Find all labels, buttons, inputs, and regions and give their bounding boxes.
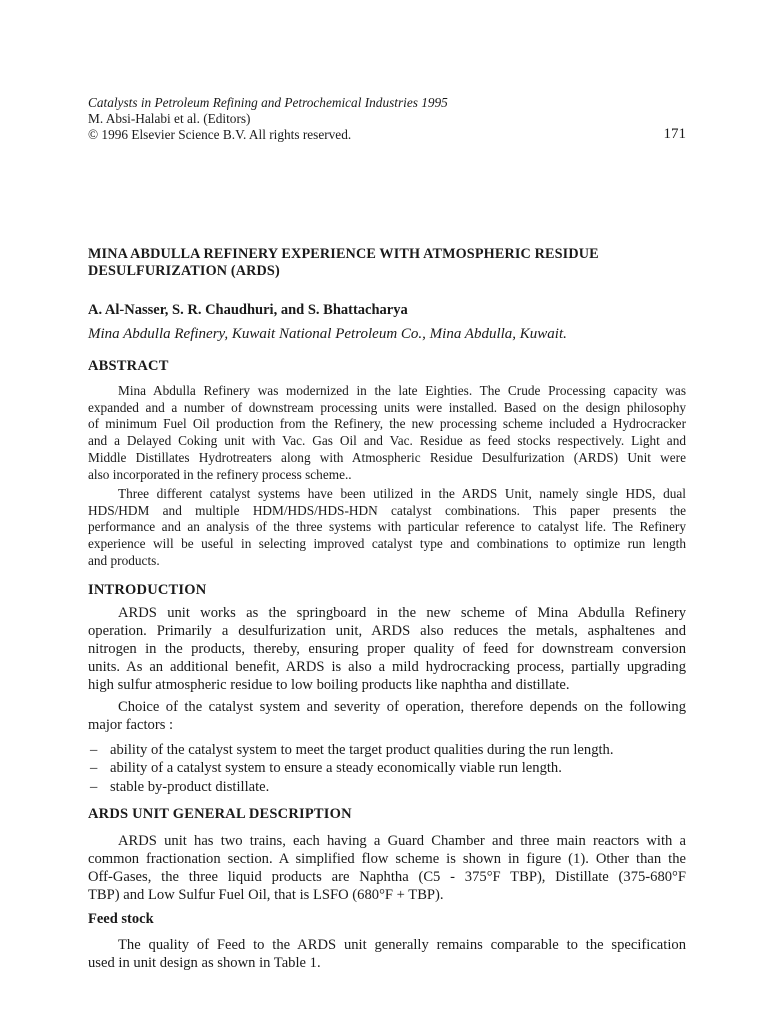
page-number: 171 — [663, 126, 686, 142]
title-line-2: DESULFURIZATION (ARDS) — [88, 263, 280, 279]
introduction-paragraph-2 — [88, 698, 686, 734]
series-title: Catalysts in Petroleum Refining and Petrochemical Industries 1995 — [88, 95, 448, 110]
text-line: also incorporated in the refinery process scheme.. — [88, 466, 352, 482]
text-line: ARDS unit works as the springboard in the new scheme of Mina Abdulla Refinery — [118, 605, 686, 621]
affiliation: Mina Abdulla Refinery, Kuwait National Petroleum Co., Mina Abdulla, Kuwait. — [88, 326, 567, 342]
text-line: major factors : — [88, 717, 174, 733]
text-line: and products. — [88, 552, 160, 568]
feedstock-paragraph — [88, 936, 686, 972]
list-item-text: ability of a catalyst system to ensure a steady economically viable run length. — [110, 760, 562, 777]
list-item — [90, 778, 688, 796]
introduction-heading: INTRODUCTION — [88, 582, 207, 598]
text-line: Three different catalyst systems have been utilized in the ARDS Unit, namely single HDS, dual — [118, 486, 686, 501]
text-line: nitrogen in the products, thereby, ensuring proper quality of feed for downstream conversion — [88, 641, 686, 657]
text-line: ARDS unit has two trains, each having a Guard Chamber and three main reactors with a — [118, 833, 686, 849]
text-line: The quality of Feed to the ARDS unit generally remains comparable to the specification — [118, 937, 686, 953]
list-item — [90, 741, 688, 759]
list-dash: – — [90, 742, 98, 758]
factor-list — [90, 741, 688, 796]
text-line: HDS/HDM and multiple HDM/HDS/HDS-HDN catalyst combinations. This paper presents the — [88, 502, 686, 518]
text-line: high sulfur atmospheric residue to low boiling products like naphtha and distillate. — [88, 677, 570, 693]
text-line: common fractionation section. A simplified flow scheme is shown in figure (1). Other than the — [88, 851, 686, 867]
paper-title — [88, 246, 688, 280]
text-line: expanded and a number of downstream processing units were installed. Based on the design philosophy — [88, 399, 686, 415]
introduction-paragraph-1 — [88, 604, 686, 694]
text-line: operation. Primarily a desulfurization unit, ARDS also reduces the metals, asphaltenes and — [88, 623, 686, 639]
general-description-paragraph — [88, 832, 686, 904]
text-line: units. As an additional benefit, ARDS is also a mild hydrocracking process, partially upgrading — [88, 659, 686, 675]
running-header — [88, 95, 688, 143]
title-line-1: MINA ABDULLA REFINERY EXPERIENCE WITH ATMOSPHERIC RESIDUE — [88, 246, 599, 262]
text-line: and a Delayed Coking unit with Vac. Gas Oil and Vac. Residue as feed stocks respectively. Light and — [88, 433, 686, 449]
list-dash: – — [90, 760, 98, 777]
text-line: Off-Gases, the three liquid products are Naphtha (C5 - 375°F TBP), Distillate (375-680°F — [88, 869, 686, 885]
abstract-paragraph-2 — [88, 486, 686, 570]
list-item — [90, 759, 688, 777]
abstract-paragraph-1 — [88, 383, 686, 483]
text-line: of minimum Fuel Oil production from the Refinery, the new processing scheme included a Hydrocracker — [88, 416, 686, 432]
text-line: performance and an analysis of the three systems with particular reference to catalyst life. The Refinery — [88, 519, 686, 535]
copyright-line: © 1996 Elsevier Science B.V. All rights reserved. — [88, 127, 352, 142]
editors-line: M. Absi-Halabi et al. (Editors) — [88, 111, 251, 126]
text-line: TBP) and Low Sulfur Fuel Oil, that is LSFO (680°F + TBP). — [88, 887, 444, 903]
abstract-heading: ABSTRACT — [88, 358, 169, 374]
feedstock-heading: Feed stock — [88, 911, 154, 927]
text-line: experience will be useful in selecting improved catalyst type and combinations to optimize run length — [88, 536, 686, 552]
authors: A. Al-Nasser, S. R. Chaudhuri, and S. Bhattacharya — [88, 302, 408, 318]
text-line: Mina Abdulla Refinery was modernized in the late Eighties. The Crude Processing capacity was — [118, 383, 686, 398]
general-description-heading: ARDS UNIT GENERAL DESCRIPTION — [88, 806, 352, 822]
text-line: Choice of the catalyst system and severity of operation, therefore depends on the following — [118, 699, 686, 715]
list-item-text: ability of the catalyst system to meet the target product qualities during the run length. — [110, 742, 614, 758]
list-dash: – — [90, 778, 98, 795]
text-line: Middle Distillates Hydrotreaters along with Atmospheric Residue Desulfurization (ARDS) Unit were — [88, 449, 686, 465]
list-item-text: stable by-product distillate. — [110, 778, 270, 795]
text-line: used in unit design as shown in Table 1. — [88, 955, 321, 971]
